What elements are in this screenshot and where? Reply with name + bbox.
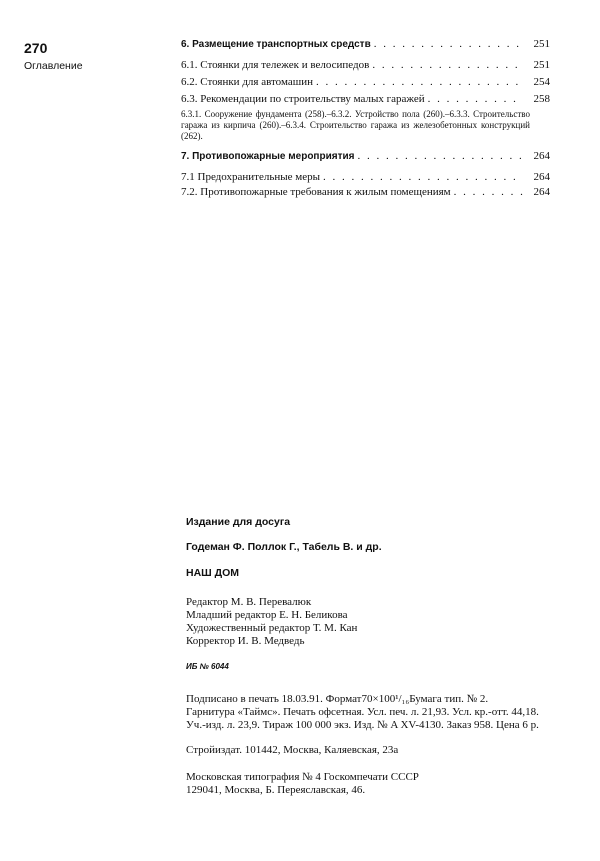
leader-dots <box>323 171 523 184</box>
toc-item <box>181 171 550 184</box>
toc-page: 254 <box>533 76 550 88</box>
leader-dots <box>428 93 523 106</box>
publisher: Стройиздат. 101442, Москва, Каляевская, 23а <box>186 744 399 756</box>
edition-type: Издание для досуга <box>186 516 291 528</box>
imprint <box>186 516 566 797</box>
authors: Годеман Ф. Поллок Г., Табель В. и др. <box>186 541 382 553</box>
page-number: 270 <box>24 40 48 56</box>
staff-line: Младший редактор Е. Н. Беликова <box>186 609 348 621</box>
toc-chapter <box>181 150 550 163</box>
staff-line: Художественный редактор Т. М. Кан <box>186 622 358 634</box>
toc-chapter <box>181 38 550 51</box>
toc-title: 7. Противопожарные мероприятия <box>181 151 355 162</box>
printer-line: 129041, Москва, Б. Переяславская, 46. <box>186 784 366 796</box>
leader-dots <box>454 186 523 199</box>
toc-title: 7.1 Предохранительные меры <box>181 171 320 183</box>
toc-title: 7.2. Противопожарные требования к жилым помещениям <box>181 186 451 198</box>
toc-page: 258 <box>533 93 550 105</box>
section-label: Оглавление <box>24 60 83 72</box>
ib-number: ИБ № 6044 <box>186 662 229 671</box>
toc-page: 251 <box>533 59 550 71</box>
printer-line: Московская типография № 4 Госкомпечати СССР <box>186 771 419 783</box>
toc-page: 264 <box>533 186 550 198</box>
staff-line: Редактор М. В. Перевалюк <box>186 596 312 608</box>
leader-dots <box>374 38 523 51</box>
toc-item <box>181 59 550 72</box>
toc-item <box>181 186 550 199</box>
leader-dots <box>372 59 523 72</box>
print-info-line: Подписано в печать 18.03.91. Формат70×100¹/₁₆Бумага тип. № 2. <box>186 693 489 705</box>
print-info-line: Уч.-изд. л. 23,9. Тираж 100 000 экз. Изд. № A XV-4130. Заказ 958. Цена 6 р. <box>186 719 539 731</box>
table-of-contents <box>181 38 550 199</box>
print-info-line: Гарнитура «Таймс». Печать офсетная. Усл. печ. л. 21,93. Усл. кр.-отт. 44,18. <box>186 706 539 718</box>
toc-page: 264 <box>533 171 550 183</box>
toc-subsections: 6.3.1. Сооружение фундамента (258).–6.3.2. Устройство пола (260).–6.3.3. Строительство гаража из кирпича (260).–6.3.4. Строительство гаража из железобетонных конструкций (262). <box>181 109 530 141</box>
toc-item <box>181 93 550 106</box>
toc-title: 6. Размещение транспортных средств <box>181 39 371 50</box>
toc-title: 6.1. Стоянки для тележек и велосипедов <box>181 59 370 71</box>
leader-dots <box>316 76 523 89</box>
staff-line: Корректор И. В. Медведь <box>186 635 305 647</box>
toc-item <box>181 76 550 89</box>
toc-page: 251 <box>533 38 550 50</box>
book-title: НАШ ДОМ <box>186 567 240 579</box>
toc-page: 264 <box>533 150 550 162</box>
leader-dots <box>357 150 523 163</box>
toc-title: 6.2. Стоянки для автомашин <box>181 76 313 88</box>
toc-title: 6.3. Рекомендации по строительству малых гаражей <box>181 93 425 105</box>
